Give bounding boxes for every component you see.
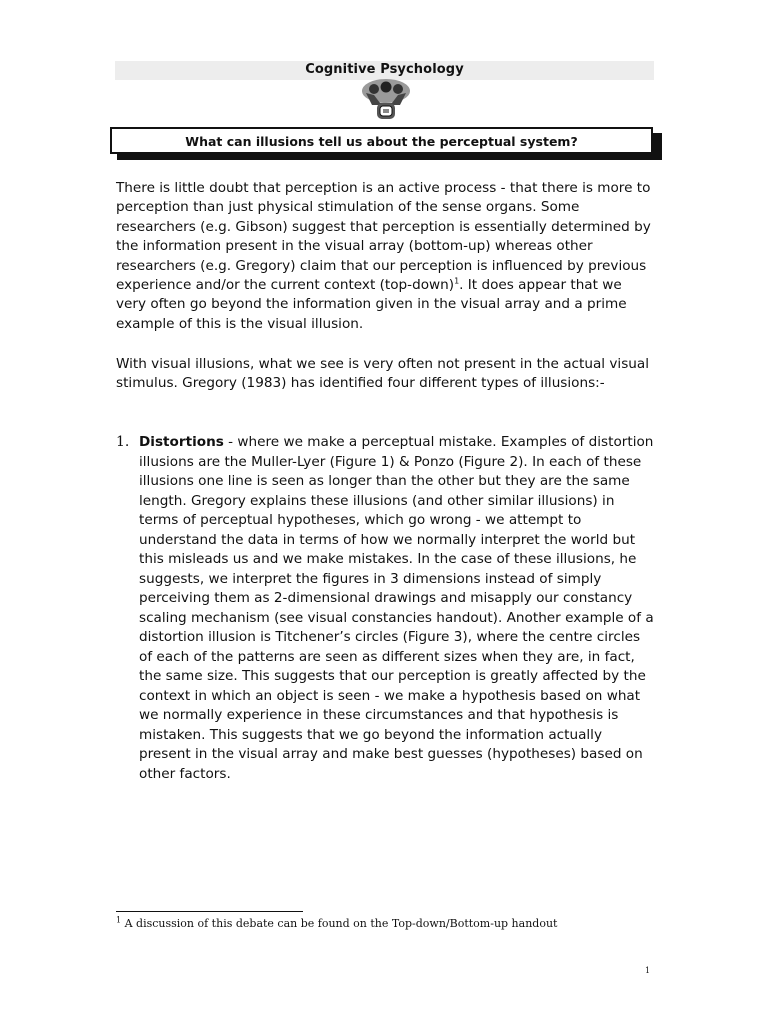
list-item-text: - where we make a perceptual mistake. Examples of distortion illusions are the Muller-Lyer (Figure 1) & Ponzo (Figure 2). In each of these illusions one line is seen as longer than the other but they are the same length. Gregory explains these illusions (and other similar illusions) in terms of perceptual hypotheses, which go wrong - we attempt to understand the data in terms of how we normally interpret the world but this misleads us and we make mistakes. In the case of these illusions, he suggests, we interpret the figures in 3 dimensions instead of simply perceiving them as 2-dimensional drawings and misapply our constancy scaling mechanism (see visual constancies handout). Another example of a distortion illusion is Titchener’s circles (Figure 3), where the centre circles of each of the patterns are seen as different sizes when they are, in fact, the same size. This suggests that our perception is greatly affected by the context in which an object is seen - we make a hypothesis based on what we normally experience in these circumstances and that hypothesis is mistaken. This suggests that we go beyond the information actually present in the visual array and make best guesses (hypotheses) based on other factors.: [139, 434, 654, 782]
list-item-body: [139, 433, 656, 784]
illusions-paragraph: With visual illusions, what we see is very often not present in the actual visual stimulus. Gregory (1983) has identified four different types of illusions:-: [116, 356, 650, 392]
footnote-ref: 1: [454, 276, 460, 286]
footnote-marker: 1: [116, 915, 122, 925]
intro-paragraph: [116, 179, 656, 334]
list-item-number: 1.: [116, 434, 130, 450]
footnote: [116, 917, 557, 930]
footnote-divider: [116, 911, 303, 912]
page-header-title: Cognitive Psychology: [305, 62, 464, 77]
page-number: 1: [645, 966, 651, 975]
people-logo-icon: [360, 79, 412, 123]
intro-text-b: . It does appear that we very often go beyond the information given in the visual array and a prime example of this is the visual illusion.: [116, 277, 627, 332]
footnote-text: A discussion of this debate can be found on the Top-down/Bottom-up handout: [121, 917, 558, 930]
list-item-term: Distortions: [139, 434, 224, 450]
intro-text-a: There is little doubt that perception is an active process - that there is more to perception than just physical stimulation of the sense organs. Some researchers (e.g. Gibson) suggest that perception is essentially determined by the information present in the visual array (bottom-up) whereas other researchers (e.g. Gregory) claim that our perception is influenced by previous experience and/or the current context (top-down): [116, 180, 651, 294]
question-title: What can illusions tell us about the perceptual system?: [185, 134, 578, 149]
